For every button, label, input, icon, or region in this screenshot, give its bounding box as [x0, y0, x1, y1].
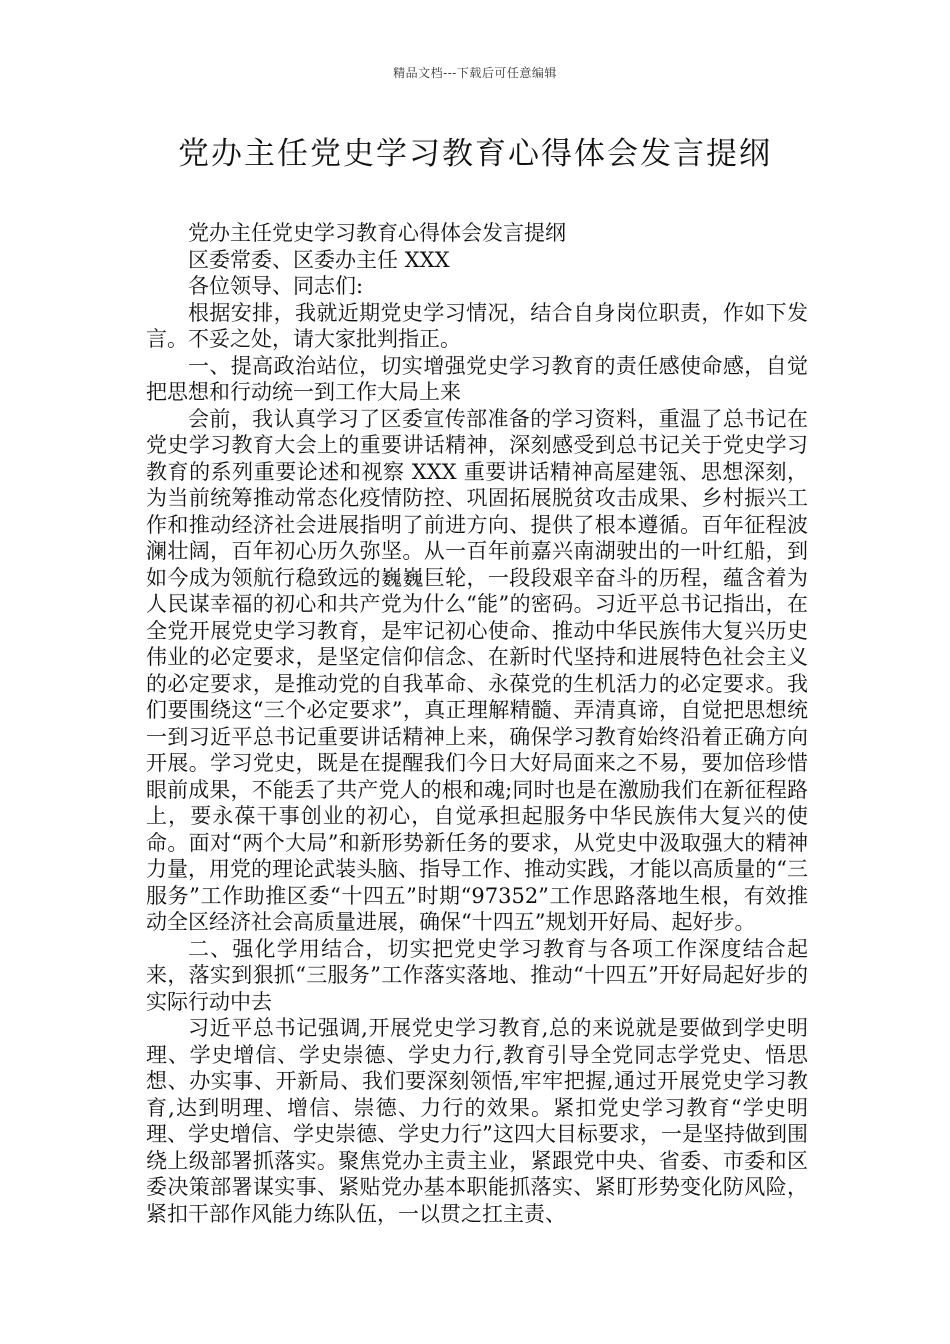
- paragraph-section-1-body: 会前，我认真学习了区委宣传部准备的学习资料，重温了总书记在党史学习教育大会上的重要讲话精神，深刻感受到总书记关于党史学习教育的系列重要论述和视察 XXX 重要讲话精神高屋建瓴、思想深刻，为当前统筹推动常态化疫情防控、巩固拓展脱贫攻击成果、乡村振兴工作和推动经济社会进展指明了前进方向、提供了根本遵循。百年征程波澜壮阔，百年初心历久弥坚。从一百年前嘉兴南湖驶出的一叶红船，到如今成为领航行稳致远的巍巍巨轮，一段段艰辛奋斗的历程，蕴含着为人民谋幸福的初心和共产党为什么“能”的密码。习近平总书记指出，在全党开展党史学习教育，是牢记初心使命、推动中华民族伟大复兴历史伟业的必定要求，是坚定信仰信念、在新时代坚持和进展特色社会主义的必定要求，是推动党的自我革命、永葆党的生机活力的必定要求。我们要围绕这“三个必定要求”，真正理解精髓、弄清真谛，自觉把思想统一到习近平总书记重要讲话精神上来，确保学习教育始终沿着正确方向开展。学习党史，既是在提醒我们今日大好局面来之不易，要加倍珍惜眼前成果，不能丢了共产党人的根和魂;同时也是在激励我们在新征程路上，要永葆干事创业的初心，自觉承担起服务中华民族伟大复兴的使命。面对“两个大局”和新形势新任务的要求，从党史中汲取强大的精神力量，用党的理论武装头脑、指导工作、推动实践，才能以高质量的“三服务”工作助推区委“十四五”时期“97352”工作思路落地生根，有效推动全区经济社会高质量进展，确保“十四五”规划开好局、起好步。: [146, 406, 808, 934]
- paragraph-subtitle: 党办主任党史学习教育心得体会发言提纲: [188, 221, 566, 245]
- header-note: 精品文档---下载后可任意编辑: [393, 66, 557, 80]
- document-body: [146, 220, 808, 1227]
- paragraph-section-2-heading: 二、强化学用结合，切实把党史学习教育与各项工作深度结合起来，落实到狠抓“三服务”工作落实落地、推动“十四五”开好局起好步的实际行动中去: [146, 936, 808, 1014]
- paragraph-intro: 根据安排，我就近期党史学习情况，结合自身岗位职责，作如下发言。不妥之处，请大家批判指正。: [146, 300, 808, 351]
- paragraph-section-1-heading: 一、提高政治站位，切实增强党史学习教育的责任感使命感，自觉把思想和行动统一到工作大局上来: [146, 353, 808, 404]
- paragraph-salutation: 各位领导、同志们:: [188, 274, 364, 298]
- paragraph-author: 区委常委、区委办主任 XXX: [188, 247, 450, 272]
- document-title: 党办主任党史学习教育心得体会发言提纲: [178, 136, 772, 172]
- paragraph-section-2-body: 习近平总书记强调,开展党史学习教育,总的来说就是要做到学史明理、学史增信、学史崇德、学史力行,教育引导全党同志学党史、悟思想、办实事、开新局、我们要深刻领悟,牢牢把握,通过开展党史学习教育,达到明理、增信、崇德、力行的效果。紧扣党史学习教育“学史明理、学史增信、学史崇德、学史力行”这四大目标要求，一是坚持做到围绕上级部署抓落实。聚焦党办主责主业，紧跟党中央、省委、市委和区委决策部署谋实事、紧贴党办基本职能抓落实、紧盯形势变化防风险，紧扣干部作风能力练队伍，一以贯之扛主责、: [146, 1016, 808, 1226]
